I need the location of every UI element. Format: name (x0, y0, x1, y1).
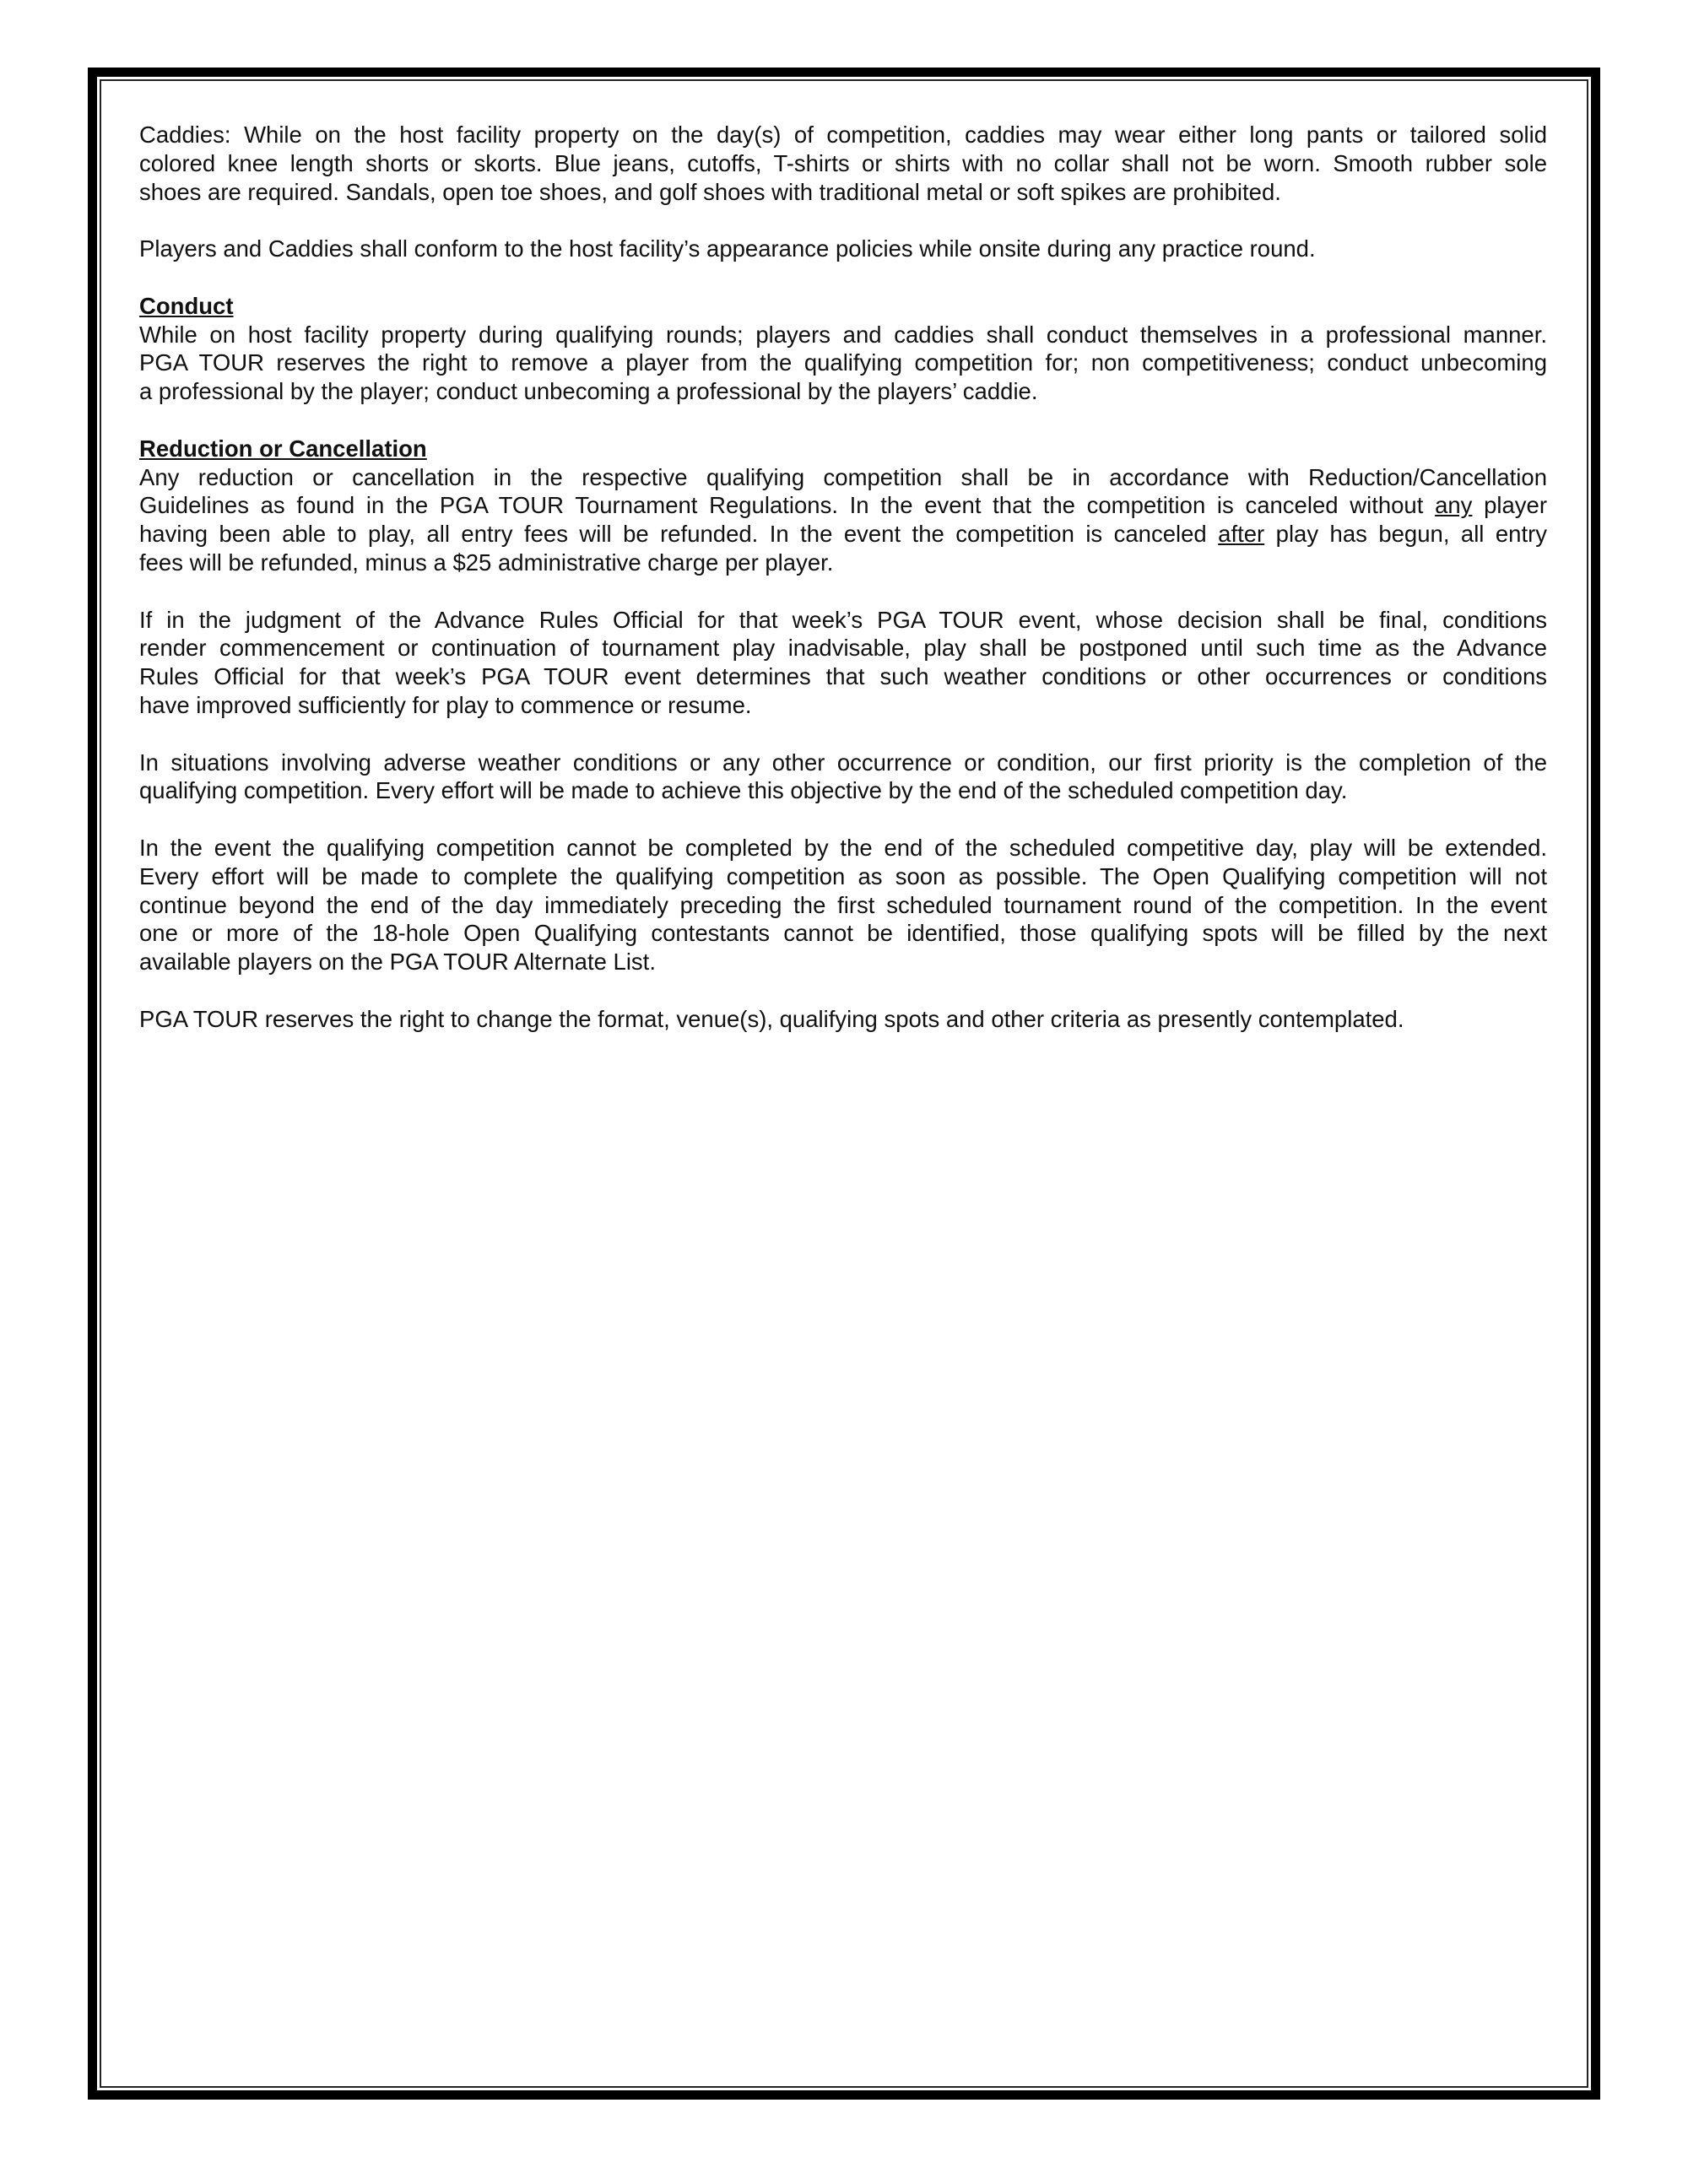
reserves-paragraph: PGA TOUR reserves the right to change the format, venue(s), qualifying spots and other criteria as presently contemplated. (139, 1005, 1404, 1032)
text-line (139, 520, 1547, 549)
judgment-paragraph (139, 606, 1547, 720)
text-line: continue beyond the end of the day immediately preceding the first scheduled tournament round of the competition. In the event (139, 891, 1547, 918)
text-line: available players on the PGA TOUR Alternate List. (139, 949, 656, 976)
underlined-word: after (1218, 521, 1265, 548)
conduct-paragraph (139, 321, 1547, 406)
text-line: In situations involving adverse weather conditions or any other occurrence or condition, our first priority is the completion of the (139, 749, 1547, 776)
weather-paragraph (139, 749, 1547, 806)
appearance-paragraph: Players and Caddies shall conform to the host facility’s appearance policies while onsite during any practice round. (139, 235, 1316, 262)
text-line: While on host facility property during qualifying rounds; players and caddies shall conduct themselves in a professional manner. (139, 321, 1547, 348)
text-line: fees will be refunded, minus a $25 administrative charge per player. (139, 549, 834, 576)
reduction-heading: Reduction or Cancellation (139, 435, 427, 462)
text-segment: player (1472, 492, 1547, 519)
document-body (139, 121, 1547, 1034)
text-segment: play has begun, all entry (1264, 521, 1548, 548)
text-line: a professional by the player; conduct unbecoming a professional by the players’ caddie. (139, 378, 1038, 405)
text-line: If in the judgment of the Advance Rules Official for that week’s PGA TOUR event, whose decision shall be final, conditions (139, 606, 1547, 633)
text-line: qualifying competition. Every effort will be made to achieve this objective by the end of the scheduled competition day. (139, 777, 1348, 804)
text-line: render commencement or continuation of tournament play inadvisable, play shall be postponed until such time as the Advance (139, 635, 1547, 662)
text-line: In the event the qualifying competition cannot be completed by the end of the scheduled competitive day, play will be extended. (139, 834, 1547, 861)
text-segment: having been able to play, all entry fees will be refunded. In the event the competition is canceled (139, 521, 1219, 548)
text-line: Rules Official for that week’s PGA TOUR event determines that such weather conditions or other occurrences or conditions (139, 663, 1547, 690)
text-line: have improved sufficiently for play to commence or resume. (139, 691, 752, 718)
text-segment: Guidelines as found in the PGA TOUR Tournament Regulations. In the event that the competition is canceled without (139, 492, 1436, 519)
caddies-paragraph (139, 121, 1547, 206)
text-line: shoes are required. Sandals, open toe shoes, and golf shoes with traditional metal or soft spikes are prohibited. (139, 178, 1281, 205)
text-line: Every effort will be made to complete the qualifying competition as soon as possible. The Open Qualifying competition will not (139, 862, 1547, 889)
reduction-paragraph (139, 463, 1547, 577)
extension-paragraph (139, 834, 1547, 976)
underlined-word: any (1435, 492, 1473, 519)
text-line (139, 491, 1547, 520)
text-line: PGA TOUR reserves the right to remove a player from the qualifying competition for; non competitiveness; conduct unbecoming (139, 349, 1547, 376)
text-line: one or more of the 18-hole Open Qualifying contestants cannot be identified, those qualifying spots will be filled by the next (139, 920, 1547, 947)
text-line: colored knee length shorts or skorts. Blue jeans, cutoffs, T-shirts or shirts with no collar shall not be worn. Smooth rubber sole (139, 149, 1547, 176)
conduct-heading: Conduct (139, 292, 234, 319)
text-line: Caddies: While on the host facility property on the day(s) of competition, caddies may wear either long pants or tailored solid (139, 122, 1547, 148)
text-line: Any reduction or cancellation in the respective qualifying competition shall be in accordance with Reduction/Cancellation (139, 463, 1547, 490)
